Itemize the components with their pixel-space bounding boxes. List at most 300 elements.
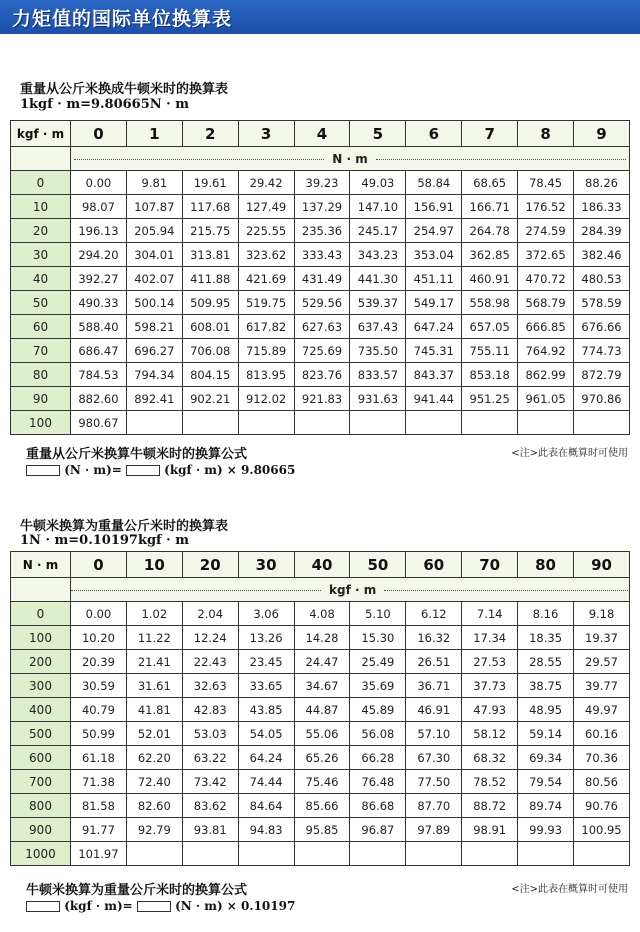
table-cell: 27.53 <box>462 650 518 674</box>
table-cell: 745.31 <box>406 339 462 363</box>
row-header: 100 <box>11 626 71 650</box>
table-cell: 71.38 <box>71 770 127 794</box>
table-cell: 20.39 <box>71 650 127 674</box>
table-row <box>11 291 630 315</box>
table-cell: 77.50 <box>406 770 462 794</box>
table1-formula-title: 重量从公斤米换算牛顿米时的换算公式 <box>26 447 248 462</box>
table-cell: 31.61 <box>126 674 182 698</box>
table-cell: 54.05 <box>238 722 294 746</box>
table-cell: 500.14 <box>126 291 182 315</box>
table-row <box>11 411 630 435</box>
table-cell: 882.60 <box>71 387 127 411</box>
column-header: 3 <box>238 121 294 147</box>
table-cell: 35.69 <box>350 674 406 698</box>
table-cell: 392.27 <box>71 267 127 291</box>
table2-body <box>11 602 630 866</box>
table1-header-row <box>11 121 630 147</box>
table-cell: 49.97 <box>574 698 630 722</box>
table-cell: 186.33 <box>574 195 630 219</box>
table-cell: 41.81 <box>126 698 182 722</box>
dotted-line <box>384 590 629 591</box>
column-header: 20 <box>182 552 238 578</box>
table-cell: 40.79 <box>71 698 127 722</box>
table-cell: 90.76 <box>574 794 630 818</box>
table-cell: 921.83 <box>294 387 350 411</box>
table-cell: 245.17 <box>350 219 406 243</box>
table-cell: 58.84 <box>406 171 462 195</box>
table-cell: 568.79 <box>518 291 574 315</box>
table-row <box>11 842 630 866</box>
table-cell: 657.05 <box>462 315 518 339</box>
column-header: 70 <box>462 552 518 578</box>
table-cell: 529.56 <box>294 291 350 315</box>
row-header: 70 <box>11 339 71 363</box>
table-cell: 205.94 <box>126 219 182 243</box>
table-cell: 34.67 <box>294 674 350 698</box>
table-cell: 92.79 <box>126 818 182 842</box>
table2-conversion: 1N · m=0.10197kgf · m <box>20 533 189 548</box>
table-row <box>11 171 630 195</box>
table-cell: 59.14 <box>518 722 574 746</box>
table-cell: 166.71 <box>462 195 518 219</box>
table-cell: 30.59 <box>71 674 127 698</box>
table-row <box>11 746 630 770</box>
table-cell: 75.46 <box>294 770 350 794</box>
table-cell: 11.22 <box>126 626 182 650</box>
table1-conversion: 1kgf · m=9.80665N · m <box>20 97 189 112</box>
table1-corner-label: kgf · m <box>11 121 71 147</box>
table2-corner-label: N · m <box>11 552 71 578</box>
table-cell: 862.99 <box>518 363 574 387</box>
table-cell: 58.12 <box>462 722 518 746</box>
table-cell: 29.57 <box>574 650 630 674</box>
row-header: 50 <box>11 291 71 315</box>
table-cell: 706.08 <box>182 339 238 363</box>
table-cell: 137.29 <box>294 195 350 219</box>
table-cell: 9.18 <box>574 602 630 626</box>
table-cell: 578.59 <box>574 291 630 315</box>
column-header: 30 <box>238 552 294 578</box>
table1-unit-cell <box>71 147 630 171</box>
table-cell: 6.12 <box>406 602 462 626</box>
table-cell: 100.95 <box>574 818 630 842</box>
table-cell <box>518 411 574 435</box>
table-cell: 23.45 <box>238 650 294 674</box>
column-header: 80 <box>518 552 574 578</box>
table-cell: 196.13 <box>71 219 127 243</box>
table-cell: 323.62 <box>238 243 294 267</box>
row-header: 100 <box>11 411 71 435</box>
table-cell: 823.76 <box>294 363 350 387</box>
table-cell: 24.47 <box>294 650 350 674</box>
table-cell: 411.88 <box>182 267 238 291</box>
column-header: 7 <box>462 121 518 147</box>
table-cell: 313.81 <box>182 243 238 267</box>
table-cell: 539.37 <box>350 291 406 315</box>
table-cell: 549.17 <box>406 291 462 315</box>
table-cell <box>518 842 574 866</box>
column-header: 6 <box>406 121 462 147</box>
table-cell: 980.67 <box>71 411 127 435</box>
table-cell: 372.65 <box>518 243 574 267</box>
dotted-line <box>376 159 626 160</box>
table-cell: 16.32 <box>406 626 462 650</box>
table-cell <box>182 411 238 435</box>
column-header: 60 <box>406 552 462 578</box>
table-cell: 715.89 <box>238 339 294 363</box>
table-cell: 725.69 <box>294 339 350 363</box>
table-row <box>11 339 630 363</box>
table-cell: 156.91 <box>406 195 462 219</box>
table2-formula <box>26 899 295 913</box>
table-cell: 70.36 <box>574 746 630 770</box>
title-banner <box>0 0 640 34</box>
table-cell: 66.28 <box>350 746 406 770</box>
table1-unit-row <box>11 147 630 171</box>
table-cell: 941.44 <box>406 387 462 411</box>
table-cell <box>574 411 630 435</box>
row-header: 200 <box>11 650 71 674</box>
table-cell: 5.10 <box>350 602 406 626</box>
table-cell: 3.06 <box>238 602 294 626</box>
table-cell <box>462 842 518 866</box>
column-header: 1 <box>126 121 182 147</box>
nm-to-kgf-table <box>10 551 630 866</box>
table-cell: 588.40 <box>71 315 127 339</box>
row-header: 500 <box>11 722 71 746</box>
row-header: 60 <box>11 315 71 339</box>
formula-blank-box <box>126 465 160 476</box>
table1-unit-label: N · m <box>332 151 368 166</box>
table-cell: 83.62 <box>182 794 238 818</box>
table-cell: 519.75 <box>238 291 294 315</box>
table-cell <box>238 411 294 435</box>
table-cell: 617.82 <box>238 315 294 339</box>
table-cell: 21.41 <box>126 650 182 674</box>
column-header: 8 <box>518 121 574 147</box>
row-header: 300 <box>11 674 71 698</box>
table-row <box>11 195 630 219</box>
table-cell: 676.66 <box>574 315 630 339</box>
table-cell: 804.15 <box>182 363 238 387</box>
table-cell: 78.45 <box>518 171 574 195</box>
table-cell <box>350 842 406 866</box>
table-cell: 2.04 <box>182 602 238 626</box>
table-cell: 85.66 <box>294 794 350 818</box>
table-cell: 45.89 <box>350 698 406 722</box>
column-header: 10 <box>126 552 182 578</box>
table-cell: 490.33 <box>71 291 127 315</box>
table-cell: 107.87 <box>126 195 182 219</box>
table-cell: 80.56 <box>574 770 630 794</box>
table-cell: 42.83 <box>182 698 238 722</box>
table-cell: 853.18 <box>462 363 518 387</box>
table-cell: 304.01 <box>126 243 182 267</box>
table-cell: 794.34 <box>126 363 182 387</box>
table-cell: 225.55 <box>238 219 294 243</box>
table-cell: 98.91 <box>462 818 518 842</box>
table-cell: 61.18 <box>71 746 127 770</box>
table-cell: 99.93 <box>518 818 574 842</box>
table-cell <box>462 411 518 435</box>
formula-left-text: (kgf · m)= <box>64 899 133 913</box>
table-cell: 813.95 <box>238 363 294 387</box>
table-cell: 87.70 <box>406 794 462 818</box>
table-cell: 39.77 <box>574 674 630 698</box>
table-cell: 284.39 <box>574 219 630 243</box>
table-cell: 970.86 <box>574 387 630 411</box>
table-cell: 28.55 <box>518 650 574 674</box>
table-row <box>11 363 630 387</box>
table-cell: 56.08 <box>350 722 406 746</box>
table-row <box>11 650 630 674</box>
column-header: 50 <box>350 552 406 578</box>
table2-unit-row <box>11 578 630 602</box>
dotted-line <box>74 159 324 160</box>
table-cell: 961.05 <box>518 387 574 411</box>
table-cell: 47.93 <box>462 698 518 722</box>
table-cell: 951.25 <box>462 387 518 411</box>
formula-left-text: (N · m)= <box>64 463 122 477</box>
kgf-to-nm-table <box>10 120 630 435</box>
table-cell: 0.00 <box>71 602 127 626</box>
table-cell: 55.06 <box>294 722 350 746</box>
table-row <box>11 243 630 267</box>
column-header: 4 <box>294 121 350 147</box>
table-cell: 78.52 <box>462 770 518 794</box>
table-cell: 627.63 <box>294 315 350 339</box>
table-cell: 176.52 <box>518 195 574 219</box>
table-cell: 274.59 <box>518 219 574 243</box>
table-cell <box>126 411 182 435</box>
row-header: 90 <box>11 387 71 411</box>
table-cell: 451.11 <box>406 267 462 291</box>
table-row <box>11 698 630 722</box>
row-header: 10 <box>11 195 71 219</box>
table-cell: 88.72 <box>462 794 518 818</box>
table-cell: 686.47 <box>71 339 127 363</box>
table-cell: 62.20 <box>126 746 182 770</box>
table-cell <box>126 842 182 866</box>
table-cell: 37.73 <box>462 674 518 698</box>
table-cell: 60.16 <box>574 722 630 746</box>
table-cell: 343.23 <box>350 243 406 267</box>
table-cell: 88.26 <box>574 171 630 195</box>
table-cell: 15.30 <box>350 626 406 650</box>
formula-blank-box <box>26 901 60 912</box>
row-header: 0 <box>11 171 71 195</box>
table-cell: 86.68 <box>350 794 406 818</box>
table-cell: 95.85 <box>294 818 350 842</box>
table-cell: 63.22 <box>182 746 238 770</box>
formula-blank-box <box>26 465 60 476</box>
table-cell: 52.01 <box>126 722 182 746</box>
table-cell <box>294 842 350 866</box>
table-cell: 98.07 <box>71 195 127 219</box>
table-cell: 19.61 <box>182 171 238 195</box>
table-cell: 441.30 <box>350 267 406 291</box>
table-row <box>11 315 630 339</box>
table-cell: 29.42 <box>238 171 294 195</box>
formula-right-text: (N · m) × 0.10197 <box>175 899 296 913</box>
table-cell <box>238 842 294 866</box>
table-cell: 68.65 <box>462 171 518 195</box>
table-cell: 91.77 <box>71 818 127 842</box>
row-header: 0 <box>11 602 71 626</box>
table-cell: 7.14 <box>462 602 518 626</box>
table-cell: 18.35 <box>518 626 574 650</box>
table-row <box>11 626 630 650</box>
table-cell: 421.69 <box>238 267 294 291</box>
table-cell: 1.02 <box>126 602 182 626</box>
table-cell: 784.53 <box>71 363 127 387</box>
table-row <box>11 674 630 698</box>
table-cell: 402.07 <box>126 267 182 291</box>
column-header: 90 <box>574 552 630 578</box>
table2-unit-cell <box>71 578 630 602</box>
table-cell: 755.11 <box>462 339 518 363</box>
table-cell: 72.40 <box>126 770 182 794</box>
table-cell: 76.48 <box>350 770 406 794</box>
table-cell: 44.87 <box>294 698 350 722</box>
page-title: 力矩值的国际单位换算表 <box>12 8 233 30</box>
table-cell: 81.58 <box>71 794 127 818</box>
column-header: 0 <box>71 121 127 147</box>
table-cell: 96.87 <box>350 818 406 842</box>
table-cell: 57.10 <box>406 722 462 746</box>
table1-unit-spacer <box>11 147 71 171</box>
table-cell: 94.83 <box>238 818 294 842</box>
column-header: 40 <box>294 552 350 578</box>
table-cell <box>182 842 238 866</box>
table-cell: 26.51 <box>406 650 462 674</box>
table-cell: 65.26 <box>294 746 350 770</box>
table-cell: 264.78 <box>462 219 518 243</box>
table-cell: 833.57 <box>350 363 406 387</box>
table-cell: 0.00 <box>71 171 127 195</box>
table-cell: 117.68 <box>182 195 238 219</box>
row-header: 800 <box>11 794 71 818</box>
table-cell: 84.64 <box>238 794 294 818</box>
table2-note: <注>此表在概算时可使用 <box>511 884 628 895</box>
table-row <box>11 387 630 411</box>
table2-unit-label: kgf · m <box>329 582 377 597</box>
table-cell: 892.41 <box>126 387 182 411</box>
row-header: 400 <box>11 698 71 722</box>
table-cell: 74.44 <box>238 770 294 794</box>
table-cell: 382.46 <box>574 243 630 267</box>
table-cell: 12.24 <box>182 626 238 650</box>
table-cell: 14.28 <box>294 626 350 650</box>
column-header: 5 <box>350 121 406 147</box>
table-cell: 764.92 <box>518 339 574 363</box>
table-cell: 294.20 <box>71 243 127 267</box>
table-cell: 872.79 <box>574 363 630 387</box>
table-cell: 127.49 <box>238 195 294 219</box>
table-cell: 93.81 <box>182 818 238 842</box>
table-cell: 13.26 <box>238 626 294 650</box>
table-cell: 50.99 <box>71 722 127 746</box>
table2-unit-spacer <box>11 578 71 602</box>
table-cell: 67.30 <box>406 746 462 770</box>
table-cell <box>406 842 462 866</box>
table-cell: 64.24 <box>238 746 294 770</box>
table-cell: 89.74 <box>518 794 574 818</box>
row-header: 80 <box>11 363 71 387</box>
row-header: 30 <box>11 243 71 267</box>
table-cell: 333.43 <box>294 243 350 267</box>
table2-formula-title: 牛顿米换算为重量公斤米时的换算公式 <box>26 883 248 898</box>
table-cell: 25.49 <box>350 650 406 674</box>
row-header: 40 <box>11 267 71 291</box>
table-cell: 46.91 <box>406 698 462 722</box>
table-cell: 49.03 <box>350 171 406 195</box>
table-cell: 101.97 <box>71 842 127 866</box>
dotted-line <box>71 590 321 591</box>
table-cell: 48.95 <box>518 698 574 722</box>
table-cell: 68.32 <box>462 746 518 770</box>
table-cell <box>406 411 462 435</box>
table-cell: 598.21 <box>126 315 182 339</box>
row-header: 1000 <box>11 842 71 866</box>
table-cell: 43.85 <box>238 698 294 722</box>
table-cell: 19.37 <box>574 626 630 650</box>
table-cell: 480.53 <box>574 267 630 291</box>
column-header: 0 <box>71 552 127 578</box>
row-header: 20 <box>11 219 71 243</box>
row-header: 700 <box>11 770 71 794</box>
column-header: 9 <box>574 121 630 147</box>
table2-header-row <box>11 552 630 578</box>
table-cell: 774.73 <box>574 339 630 363</box>
table-cell: 647.24 <box>406 315 462 339</box>
table-cell: 902.21 <box>182 387 238 411</box>
table1-caption: 重量从公斤米换成牛顿米时的换算表 <box>20 82 229 97</box>
table-row <box>11 818 630 842</box>
table-row <box>11 602 630 626</box>
table-cell: 69.34 <box>518 746 574 770</box>
table-cell: 22.43 <box>182 650 238 674</box>
table-cell: 666.85 <box>518 315 574 339</box>
table-cell: 36.71 <box>406 674 462 698</box>
table-cell: 38.75 <box>518 674 574 698</box>
table-cell: 32.63 <box>182 674 238 698</box>
table-cell: 254.97 <box>406 219 462 243</box>
table-row <box>11 267 630 291</box>
table-cell: 215.75 <box>182 219 238 243</box>
row-header: 600 <box>11 746 71 770</box>
table-cell: 637.43 <box>350 315 406 339</box>
table-cell: 608.01 <box>182 315 238 339</box>
table-cell: 97.89 <box>406 818 462 842</box>
table-cell: 431.49 <box>294 267 350 291</box>
table-cell <box>574 842 630 866</box>
table-cell: 53.03 <box>182 722 238 746</box>
table-cell: 843.37 <box>406 363 462 387</box>
table-row <box>11 770 630 794</box>
table-row <box>11 794 630 818</box>
formula-blank-box <box>137 901 171 912</box>
table-cell: 931.63 <box>350 387 406 411</box>
table-cell: 10.20 <box>71 626 127 650</box>
table-cell: 8.16 <box>518 602 574 626</box>
table-cell: 912.02 <box>238 387 294 411</box>
table-cell: 509.95 <box>182 291 238 315</box>
row-header: 900 <box>11 818 71 842</box>
table-cell: 353.04 <box>406 243 462 267</box>
table-row <box>11 219 630 243</box>
table-cell: 696.27 <box>126 339 182 363</box>
